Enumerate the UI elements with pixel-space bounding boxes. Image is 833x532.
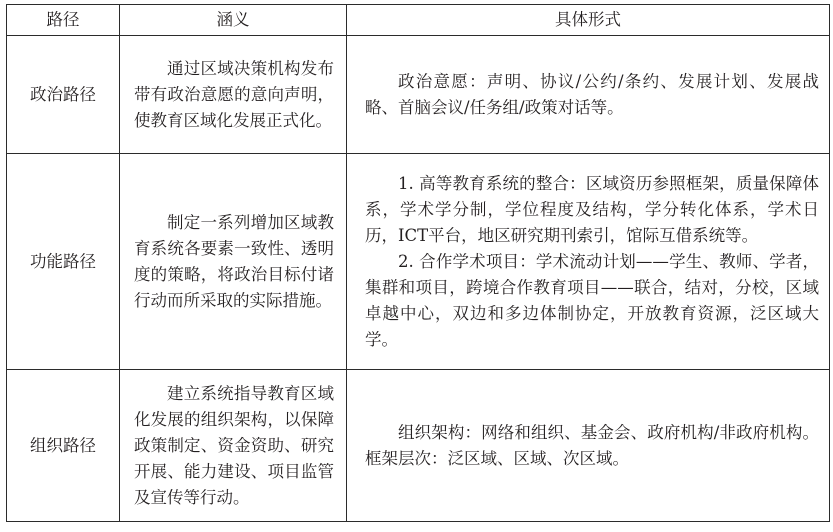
forms-item: 2. 合作学术项目：学术流动计划——学生、教师、学者，集群和项目，跨境合作教育项目——联合，结对，分校，区域卓越中心，双边和多边体制协定，开放教育资源，泛区域大学。: [365, 251, 819, 349]
row-path-label: 功能路径: [7, 154, 120, 370]
table-row: [7, 370, 830, 522]
row-forms: [347, 370, 830, 522]
row-forms: [347, 154, 830, 370]
row-path-label: 政治路径: [7, 36, 120, 154]
header-row: [7, 5, 830, 36]
row-meaning: [120, 36, 347, 154]
forms-text: 政治意愿：声明、协议/公约/条约、发展计划、发展战略、首脑会议/任务组/政策对话等。: [365, 71, 819, 117]
header-forms: 具体形式: [347, 5, 830, 36]
meaning-text: 建立系统指导教育区域化发展的组织架构，以保障政策制定、资金资助、研究开展、能力建设、项目监管及宣传等行动。: [134, 383, 334, 507]
forms-text: 组织架构：网络和组织、基金会、政府机构/非政府机构。框架层次：泛区域、区域、次区域。: [365, 422, 819, 468]
row-forms: [347, 36, 830, 154]
row-meaning: [120, 154, 347, 370]
forms-item: 1. 高等教育系统的整合：区域资历参照框架，质量保障体系，学术学分制，学位程度及结构，学分转化体系，学术日历，ICT平台，地区研究期刊索引，馆际互借系统等。: [365, 173, 819, 245]
row-path-label: 组织路径: [7, 370, 120, 522]
table-row: [7, 154, 830, 370]
row-meaning: [120, 370, 347, 522]
regionalization-paths-table: [6, 4, 830, 522]
header-meaning: 涵义: [120, 5, 347, 36]
header-path: 路径: [7, 5, 120, 36]
meaning-text: 制定一系列增加区域教育系统各要素一致性、透明度的策略，将政治目标付诸行动而所采取的实际措施。: [134, 212, 334, 310]
table-row: [7, 36, 830, 154]
meaning-text: 通过区域决策机构发布带有政治意愿的意向声明，使教育区域化发展正式化。: [134, 58, 334, 130]
